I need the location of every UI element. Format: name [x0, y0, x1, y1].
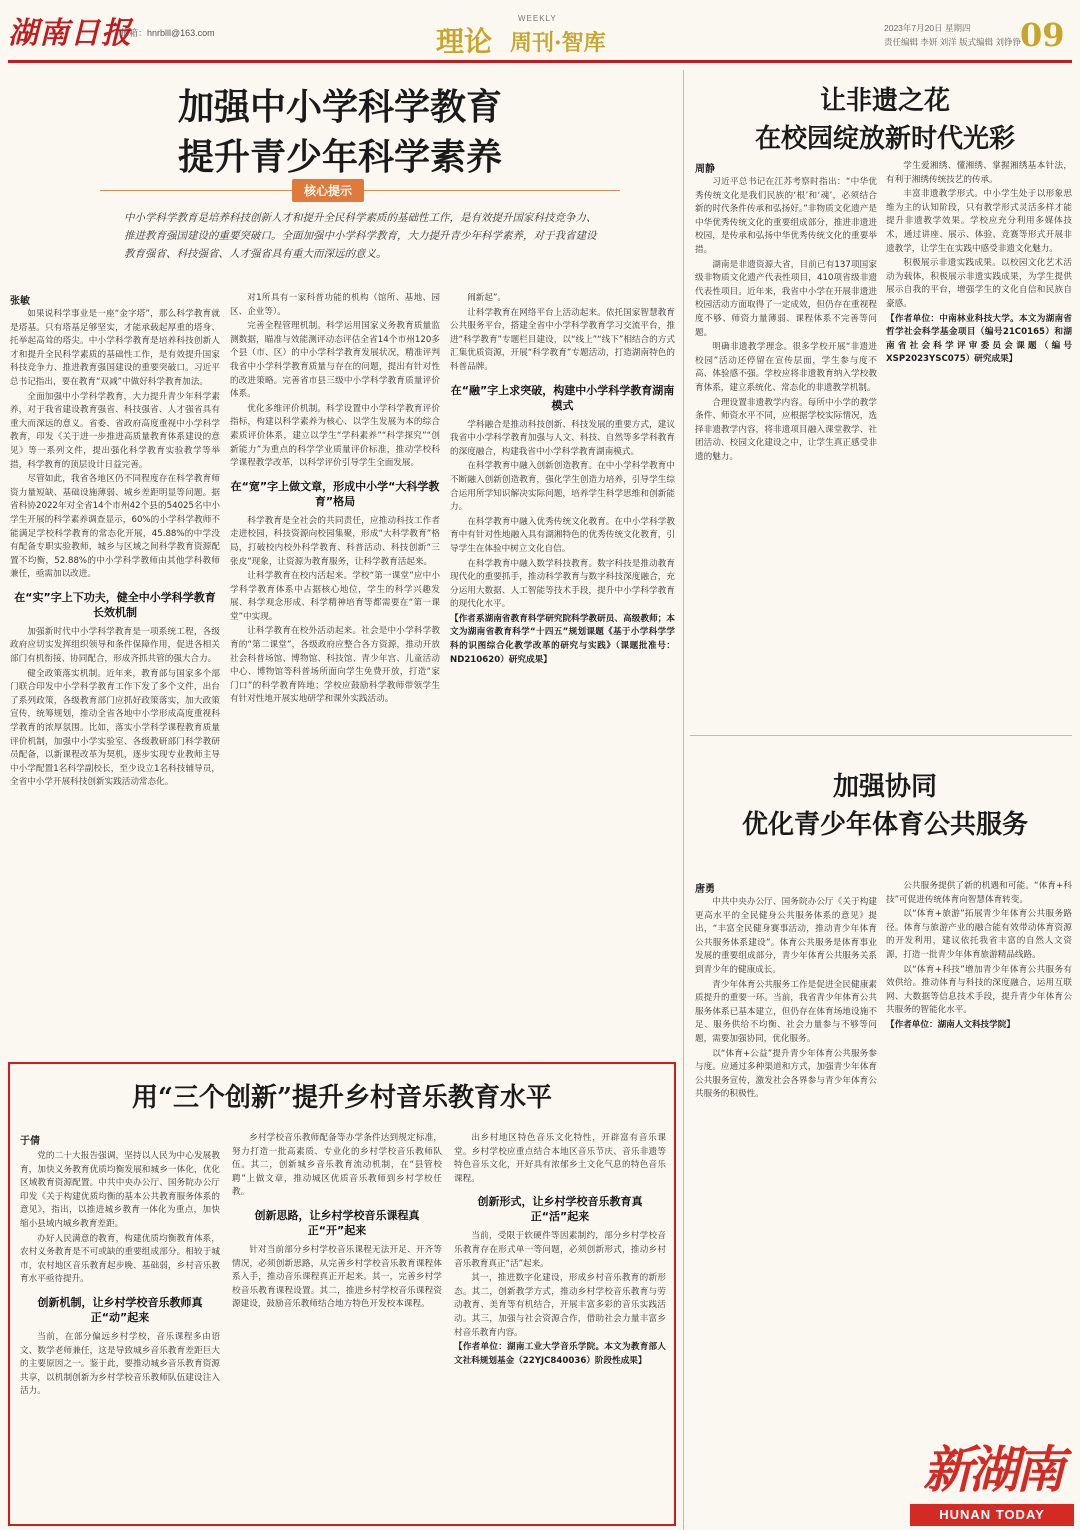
- paragraph: 积极展示非遗实践成果。以校园文化艺术活动为载体，积极展示非遗实践成果，为学生提供展示自我的平台，增强学生的文化自信和民族自豪感。: [886, 258, 1072, 309]
- logo-mark: 新湖南: [923, 1440, 1061, 1499]
- article1-column-2: [230, 292, 440, 1050]
- paragraph: 让科学教育在校外活动起来。社会是中小学科学教育的“第二课堂”，各级政府应整合各方资源，推动开放社会科普场馆、博物馆、科技馆、青少年宫、儿童活动中心、博物馆等科普场所面向学生免费开放，打造“家门口”的科学教育阵地；学校应鼓励科学教师带领学生有针对性地开展实地研学和课外实践活动。: [230, 626, 440, 705]
- paragraph: 让科学教育在网络平台上活动起来。依托国家智慧教育公共服务平台，搭建全省中小学科学教育学习交流平台，推进“科学教育”专题栏目建设，以“线上”“线下”相结合的方式汇集优质资源，开展“科学教育”专题活动，打造湖南特色的科普品牌。: [450, 307, 675, 372]
- paragraph: 让科学教育在校内活起来。学校“第一课堂”应中小学科学教育体系中占据核心地位，学生的科学兴趣发展、科学观念形成、科学精神培育等都需要在“第一课堂”中实现。: [230, 571, 440, 622]
- paragraph: 以“体育+公益”提升青少年体育公共服务参与度。应通过多种渠道和方式，加强青少年体育公共服务宣传，激发社会各界参与青少年体育公共服务的积极性。: [695, 1048, 877, 1100]
- paragraph: 明确非遗教学理念。很多学校开展“非遗进校园”活动还停留在宣传层面，学生参与度不高、体验感不强。学校应将非遗教育纳入学校教育体系，建立系统化、常态化的非遗教学机制。: [695, 342, 877, 393]
- article3-title-line1: 加强协同: [832, 772, 937, 802]
- article1-column-1: [10, 308, 220, 1048]
- paragraph: 健全政策落实机制。近年来，教育部与国家多个部门联合印发中小学科学教育工作下发了多个文件，出台了系列政策，各级教育部门应抓好政策落实，加大政策宣传，统筹规划，推动全省各地中小学形成高度重视科学教育的浓厚氛围。比如，落实小学科学课程教育质量评价机制，加强中小学实验室、各级教研部门科学教研员配备，以新课程改革为契机，逐步实现专业教师主导中小学配置1名科学副校长，至少设立1名科技辅导员，全省中小学开展科技创新实践活动常态化。: [10, 668, 220, 788]
- paragraph: 湖南是非遗资源大省，目前已有137项国家级非物质文化遗产代表性项目，410项省级非遗代表性项目。近年来，我省中小学在开展非遗进校园活动方面取得了一定成效，但仍存在重视程度不够、师资力量薄弱、课程体系不完善等问题。: [695, 259, 877, 338]
- article1-subhead-2: 在“宽”字上做文章，形成中小学“大科学教育”格局: [230, 479, 440, 508]
- paragraph: 尽管如此，我省各地区仍不同程度存在科学教育师资力量短缺、基础设施薄弱、城乡差距明显等问题。据省科协2022年对全省14个市州42个县的54025名中小学生开展的科学素养调查显示，60%的小学科学教师不能满足学校科学教育的常态化开展，45.88%的中学没有配备专职实验教师，城乡与区域之间科学教育资源配置不均衡，52.88%的中小学科学教师由其他学科教师兼任，亟需加以改进。: [10, 474, 220, 580]
- section-title: 理论: [436, 25, 493, 58]
- article1-title-line2: 提升青少年科学素养: [177, 136, 502, 178]
- paragraph: 习近平总书记在江苏考察时指出：“中华优秀传统文化是我们民族的‘根’和‘魂’，必须结合新的时代条件传承和弘扬好。”非物质文化遗产是中华优秀传统文化的重要组成部分，推进非遗进校园，是传承和弘扬中华优秀传统文化的重要举措。: [695, 177, 877, 255]
- newspaper-logo: 湖南日报: [8, 16, 132, 51]
- section-subtitle: 周刊·智库: [510, 30, 606, 56]
- paragraph: 当前，受限于软硬件等因素制约，部分乡村学校音乐教育存在形式单一等问题，必须创新形式，推动乡村音乐教育真正“活”起来。: [454, 1231, 666, 1269]
- article1-title-line1: 加强中小学科学教育: [177, 86, 502, 128]
- section-divider: [690, 735, 1072, 736]
- article1-column-3: [450, 292, 675, 1050]
- paragraph: 完善全程管理机制。科学运用国家义务教育质量监测数据，瞄准与效能测评动态评估全省14个市州120多个县（市、区）的中小学科学教育发展状况，精准评判我省中小学科学教育质量与存在的问题，提出有针对性的改进策略。完善省市县三级中小学科学教育质量评价体系。: [230, 321, 440, 400]
- core-tip-badge: 核心提示: [292, 179, 364, 202]
- article2-title-line1: 让非遗之花: [819, 86, 950, 116]
- paragraph: 青少年体育公共服务工作是促进全民健康素质提升的重要一环。当前，我省青少年体育公共服务体系已基本建立，但仍存在体育场地设施不足、服务供给不均衡、社会力量参与不够等问题，需要加强协同，优化服务。: [695, 979, 877, 1044]
- paragraph: 对1所具有一家科普功能的机构（馆所、基地、园区、企业等）。: [230, 293, 440, 317]
- paragraph: 针对当前部分乡村学校音乐课程无法开足、开齐等情况，必须创新思路，从完善乡村学校音乐教育课程体系入手，推动音乐课程真正开起来。其一，完善乡村学校音乐教育课程设置。其二，推进乡村学校音乐课程资源建设，鼓励音乐教师结合地方特色开发校本课程。: [232, 1244, 442, 1310]
- masthead-rule: [8, 60, 1072, 63]
- article4-subhead-1: 创新机制，让乡村学校音乐教师真正“动”起来: [37, 1295, 203, 1324]
- article3-author-note: 【作者单位：湖南人文科技学院】: [886, 1019, 1015, 1030]
- paragraph: 加强新时代中小学科学教育是一项系统工程，各级政府应切实发挥组织领导和条件保障作用，促进各相关部门有机衔接、协同配合，形成齐抓共管的强大合力。: [10, 626, 220, 665]
- paragraph: 在科学教育中融入创新创造教育。在中小学科学教育中不断融入创新创造教育，强化学生创造力培养，引导学生综合运用所学知识解决实际问题，培养学生科学思维和创新能力。: [450, 461, 675, 513]
- article3-column-2: [886, 880, 1072, 1425]
- paragraph: 在科学教育中融入数学科技教育。数字科技是推动教育现代化的重要抓手，推动科学教育与数字科技深度融合，充分运用大数据、人工智能等技术手段，提升中小学科学教育的现代化水平。: [450, 558, 675, 610]
- hunan-today-logo: [910, 1430, 1074, 1526]
- article4-column-3: [454, 1132, 666, 1520]
- article2-title: [700, 82, 1070, 158]
- article4-author-note: 【作者单位：湖南工业大学音乐学院。本文为教育部人文社科规划基金（22YJC840036）阶段性成果】: [454, 1342, 666, 1366]
- article2-author-note: 【作者单位：中南林业科技大学。本文为湖南省哲学社会科学基金项目（编号21C0165）和湖南省社会科学评审委员会课题（编号XSP2023YSC075）研究成果】: [886, 313, 1072, 365]
- paragraph: 当前，在部分偏远乡村学校，音乐课程多由语文、数学老师兼任，这是导致城乡音乐教育差距巨大的主要原因之一。鉴于此，要推动城乡音乐教育资源共享，以机制创新为乡村学校音乐教师队伍建设注入活力。: [20, 1331, 220, 1397]
- paragraph: 以“体育+科技”增加青少年体育公共服务有效供给。推动体育与科技的深度融合，运用互联网、大数据等信息技术手段，提升青少年体育公共服务的智能化水平。: [886, 964, 1072, 1016]
- article4-column-1: [20, 1150, 220, 1520]
- paragraph: 中共中央办公厅、国务院办公厅《关于构建更高水平的全民健身公共服务体系的意见》提出，“丰富全民健身赛事活动，推动青少年体育公共服务体系建设”。体育公共服务是体育事业发展的重要组成部分，青少年体育公共服务关系到青少年的健康成长。: [695, 897, 877, 975]
- paragraph: 在科学教育中融入优秀传统文化教育。在中小学科学教育中有针对性地融入具有湖湘特色的优秀传统文化教育，引导学生在体验中树立文化自信。: [450, 516, 675, 554]
- paragraph: 办好人民满意的教育，构建优质均衡教育体系，农村义务教育是不可或缺的重要组成部分。相较于城市，农村地区音乐教育起步晚、基础弱，乡村音乐教育水平亟待提升。: [20, 1233, 220, 1285]
- weekly-label: WEEKLY: [518, 14, 557, 23]
- logo-english: HUNAN TODAY: [910, 1504, 1074, 1526]
- paragraph: 丰富非遗教学形式。中小学生处于以形象思维为主的认知阶段，只有教学形式灵活多样才能提升非遗教学效果。学校应充分利用多媒体技术，通过讲座、展示、体验、竞赛等形式开展非遗教学，让学生在实践中感受非遗文化魅力。: [886, 189, 1072, 254]
- article1-author-note: 【作者系湖南省教育科学研究院科学教研员、高级教师；本文为湖南省教育科学“十四五”规划课题《基于小学科学学科的识图综合化教学改革的研究与实践》（课题批准号：ND210620）研究成果】: [450, 613, 675, 665]
- article1-author: 张敏: [10, 296, 30, 307]
- core-tip-text: 中小学科学教育是培养科技创新人才和提升全民科学素质的基础性工作，是有效提升国家科技竞争力、推进教育强国建设的重要突破口。全面加强中小学科学教育，大力提升青少年科学素养，对于我省建设教育强省、科技强省、人才强省具有重大而深远的意义。: [124, 212, 597, 260]
- contact-email: 邮箱：hnrblll@163.com: [120, 28, 215, 38]
- paragraph: 学科融合是推动科技创新、科技发展的重要方式，建议我省中小学科学教育加强与人文、科技、自然等多学科教育的深度融合，构建我省中小学科学教育湖南模式。: [450, 419, 675, 457]
- paragraph: 闹新起”。: [467, 293, 507, 303]
- article1-subhead-3: 在“融”字上求突破，构建中小学科学教育湖南模式: [450, 383, 675, 412]
- article1-subhead-1: 在“实”字上下功夫，健全中小学科学教育长效机制: [14, 590, 216, 619]
- paragraph: 优化多维评价机制。科学设置中小学科学教育评价指标，构建以科学素养为核心、以学生发展为本的综合素质评价体系，建立以学生“学科素养”“科学探究”“创新能力”为重点的科学学业质量评价标准，推动学校科学课程教学改革，以科学评价引导学生全面发展。: [230, 403, 440, 469]
- article3-column-1: [695, 896, 877, 1526]
- article4-subhead-2: 创新思路，让乡村学校音乐课程真正“开”起来: [254, 1208, 420, 1237]
- page-number: 09: [1020, 16, 1065, 54]
- paragraph: 党的二十大报告强调，坚持以人民为中心发展教育，加快义务教育优质均衡发展和城乡一体化，优化区域教育资源配置。中共中央办公厅、国务院办公厅印发《关于构建优质均衡的基本公共教育服务体系的意见》，指出，以推进城乡教育一体化为重点，加快缩小县域内城乡教育差距。: [20, 1151, 220, 1229]
- paragraph: 如果说科学事业是一座“金字塔”，那么科学教育就是塔基。只有塔基足够坚实，才能承载起厚重的塔身、托举起高耸的塔尖。中小学科学教育是培养科技创新人才和提升全民科学素质的基础性工作，是有效提升国家科技竞争力、推进教育强国建设的重要突破口。习近平总书记指出，要在教育“双减”中做好科学教育加法。: [10, 309, 220, 387]
- masthead: [8, 8, 1072, 58]
- paragraph: 乡村学校音乐教师配备等办学条件达到规定标准，努力打造一批高素质、专业化的乡村学校音乐教师队伍。其二，创新城乡音乐教育流动机制，在“县管校聘”上做文章，推动城区优质音乐教师到乡村学校任教。: [232, 1133, 442, 1198]
- paragraph: 其一，推进数字化建设，形成乡村音乐教育的新形态。其二，创新教学方式，推动乡村学校音乐教育与劳动教育、美育等有机结合，开展丰富多彩的音乐实践活动。其三，加强与社会资源合作，借助社会力量丰富乡村音乐教育内容。: [454, 1273, 666, 1338]
- issue-date: 2023年7月20日 星期四: [884, 23, 971, 33]
- article2-column-1: [695, 176, 877, 731]
- article2-title-line2: 在校园绽放新时代光彩: [754, 124, 1015, 154]
- paragraph: 学生爱湘绣、懂湘绣、掌握湘绣基本针法，有利于湘绣传统技艺的传承。: [886, 161, 1072, 185]
- article3-title-line2: 优化青少年体育公共服务: [741, 810, 1028, 840]
- article4-author: 于倩: [20, 1136, 40, 1147]
- paragraph: 以“体育+旅游”拓展青少年体育公共服务路径。体育与旅游产业的融合能有效带动体育资源的开发利用，建议依托我省丰富的自然人文资源，打造一批青少年体育旅游精品线路。: [886, 909, 1072, 960]
- article1-title: [70, 82, 610, 182]
- paragraph: 科学教育是全社会的共同责任，应推动科技工作者走进校园，科技资源向校园集聚，形成“大科学教育”格局，打破校内校外科学教育、科普活动、科技创新“三张皮”现象，让资源为教育服务，让科学教育活起来。: [230, 515, 440, 567]
- article2-author: 周静: [695, 164, 715, 175]
- paragraph: 公共服务提供了新的机遇和可能。“体育+科技”可促进传统体育向智慧体育转变。: [886, 881, 1072, 905]
- paragraph: 合理设置非遗教学内容。每所中小学的教学条件、师资水平不同，应根据学校实际情况，选择非遗教学内容，将非遗项目融入课堂教学、社团活动、校园文化建设之中，让学生真正感受非遗的魅力。: [695, 397, 877, 462]
- article3-title: [700, 768, 1070, 844]
- paragraph: 全面加强中小学科学教育，大力提升青少年科学素养，对于我省建设教育强省、科技强省、人才强省具有重大而深远的意义。省委、省政府高度重视中小学科学教育，印发《关于进一步推进高质量教育体系建设的意见》等一系列文件，提出强化科学教育实验教学等举措，科学教育的顶层设计日益完善。: [10, 391, 220, 470]
- paragraph: 出乡村地区特色音乐文化特性，开辟富有音乐课堂。乡村学校应重点结合本地区音乐节庆、音乐非遗等特色音乐文化，开好具有浓郁乡土文化气息的特色音乐课程。: [454, 1133, 666, 1184]
- article4-title: 用“三个创新”提升乡村音乐教育水平: [132, 1083, 552, 1113]
- column-divider: [683, 70, 684, 1530]
- editor-credits: 责任编辑 李妍 刘洋 版式编辑 刘铮铮: [884, 37, 1021, 47]
- article2-column-2: [886, 160, 1072, 731]
- core-tip-box: [100, 184, 620, 260]
- article4-subhead-3: 创新形式，让乡村学校音乐教育真正“活”起来: [477, 1195, 643, 1224]
- article4-column-2: [232, 1132, 442, 1520]
- article3-author: 唐勇: [695, 884, 715, 895]
